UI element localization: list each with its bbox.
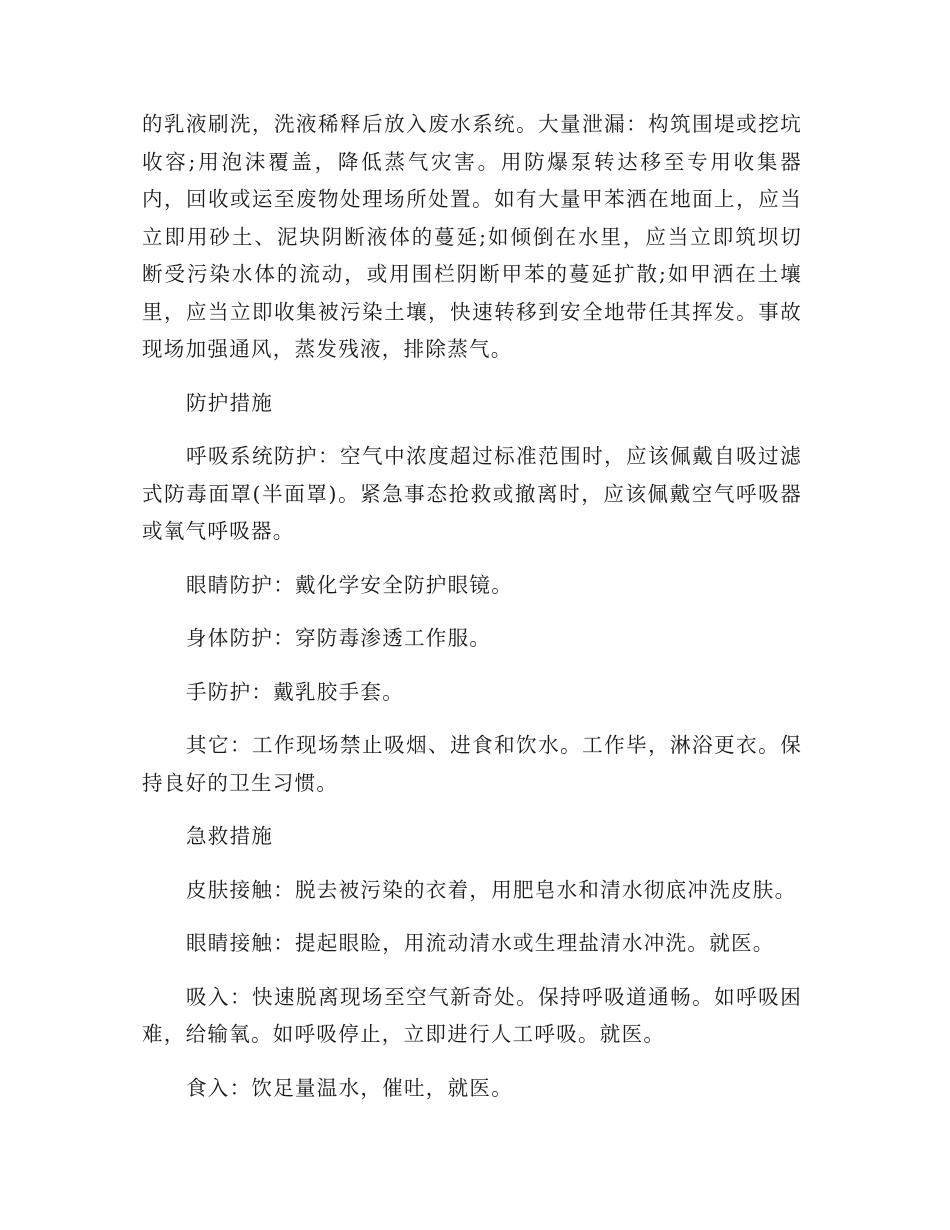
- section-heading-first-aid: 急救措施: [186, 824, 274, 848]
- paragraph-skin-contact: 皮肤接触：脱去被污染的衣着，用肥皂水和清水彻底冲洗皮肤。: [186, 877, 797, 902]
- paragraph-body-protection: 身体防护：穿防毒渗透工作服。: [186, 626, 492, 650]
- paragraph-hand-protection: 手防护：戴乳胶手套。: [186, 679, 404, 704]
- section-heading-protection: 防护措施: [186, 390, 274, 415]
- paragraph-eye-protection: 眼睛防护：戴化学安全防护眼镜。: [186, 572, 513, 597]
- document-body: [142, 106, 802, 1123]
- paragraph-ingestion: 食入：饮足量温水，催吐，就医。: [186, 1075, 513, 1100]
- paragraph-respiratory-protection: 呼吸系统防护：空气中浓度超过标准范围时，应该佩戴自吸过滤式防毒面罩(半面罩)。紧急事态抢救或撤离时，应该佩戴空气呼吸器或氧气呼吸器。: [142, 444, 802, 543]
- paragraph-other: 其它：工作现场禁止吸烟、进食和饮水。工作毕，淋浴更衣。保持良好的卫生习惯。: [142, 733, 802, 795]
- paragraph-inhalation: 吸入：快速脱离现场至空气新奇处。保持呼吸道通畅。如呼吸困难，给输氧。如呼吸停止，立即进行人工呼吸。就医。: [142, 984, 802, 1046]
- continued-paragraph: 的乳液刷洗，洗液稀释后放入废水系统。大量泄漏：构筑围堤或挖坑收容;用泡沫覆盖，降低蒸气灾害。用防爆泵转达移至专用收集器内，回收或运至废物处理场所处置。如有大量甲苯洒在地面上，应当立即用砂土、泥块阴断液体的蔓延;如倾倒在水里，应当立即筑坝切断受污染水体的流动，或用围栏阴断甲苯的蔓延扩散;如甲洒在土壤里，应当立即收集被污染土壤，快速转移到安全地带任其挥发。事故现场加强通风，蒸发残液，排除蒸气。: [142, 112, 802, 361]
- paragraph-eye-contact: 眼睛接触：提起眼睑，用流动清水或生理盐清水冲洗。就医。: [186, 931, 775, 955]
